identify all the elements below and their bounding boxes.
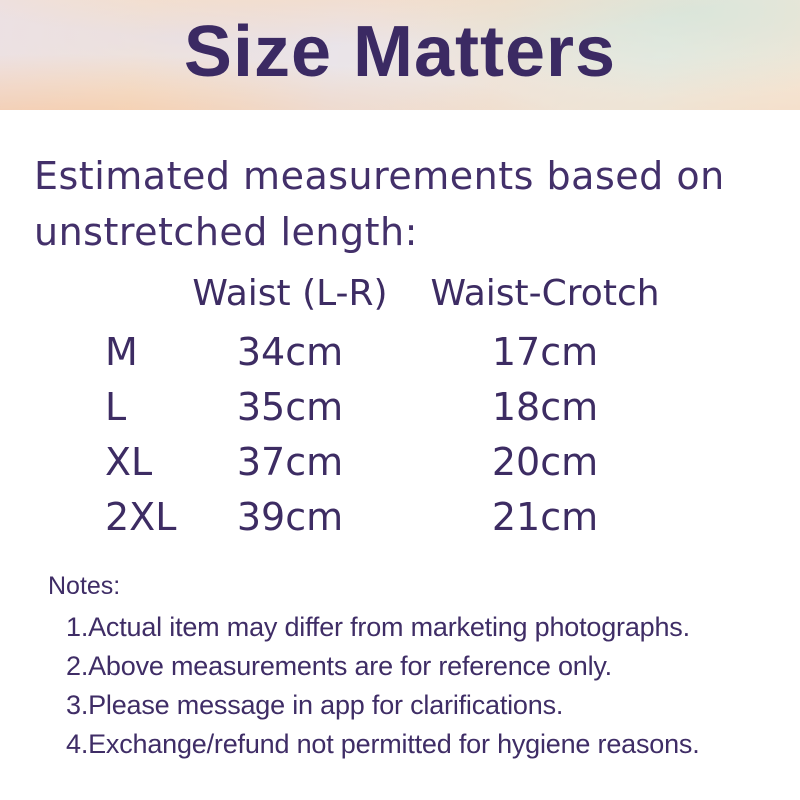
table-row xyxy=(105,489,766,544)
crotch-value: 21cm xyxy=(491,494,599,539)
note-number: 2. xyxy=(66,651,89,681)
list-item xyxy=(66,725,766,764)
content xyxy=(0,110,800,764)
notes-list xyxy=(66,608,766,764)
notes-title: Notes: xyxy=(48,572,121,600)
page-title: Size Matters xyxy=(183,12,617,92)
header-waist-cell: Waist (L-R) xyxy=(192,272,388,314)
list-item xyxy=(66,686,766,725)
list-item xyxy=(66,647,766,686)
size-label: L xyxy=(105,384,127,429)
note-number: 4. xyxy=(66,729,89,759)
note-text: Above measurements are for reference only. xyxy=(88,651,612,681)
list-item xyxy=(66,608,766,647)
waist-value: 34cm xyxy=(236,329,344,374)
note-number: 3. xyxy=(66,690,89,720)
table-row xyxy=(105,434,766,489)
waist-value: 39cm xyxy=(236,494,344,539)
waist-value: 35cm xyxy=(236,384,344,429)
size-table xyxy=(105,268,766,544)
note-number: 1. xyxy=(66,612,89,642)
crotch-value: 20cm xyxy=(491,439,599,484)
size-label: XL xyxy=(105,439,153,484)
intro-line-2: unstretched length: xyxy=(34,210,418,254)
header-crotch-cell: Waist-Crotch xyxy=(430,272,660,314)
table-header-row xyxy=(105,268,766,318)
intro-text xyxy=(34,148,766,260)
note-text: Actual item may differ from marketing photographs. xyxy=(88,612,690,642)
intro-line-1: Estimated measurements based on xyxy=(34,154,725,198)
crotch-value: 18cm xyxy=(491,384,599,429)
waist-value: 37cm xyxy=(236,439,344,484)
note-text: Exchange/refund not permitted for hygiene reasons. xyxy=(88,729,700,759)
notes-section xyxy=(48,570,766,764)
table-row xyxy=(105,324,766,379)
table-row xyxy=(105,379,766,434)
size-label: M xyxy=(105,329,138,374)
size-label: 2XL xyxy=(105,494,177,539)
crotch-value: 17cm xyxy=(491,329,599,374)
note-text: Please message in app for clarifications. xyxy=(88,690,564,720)
banner xyxy=(0,0,800,110)
